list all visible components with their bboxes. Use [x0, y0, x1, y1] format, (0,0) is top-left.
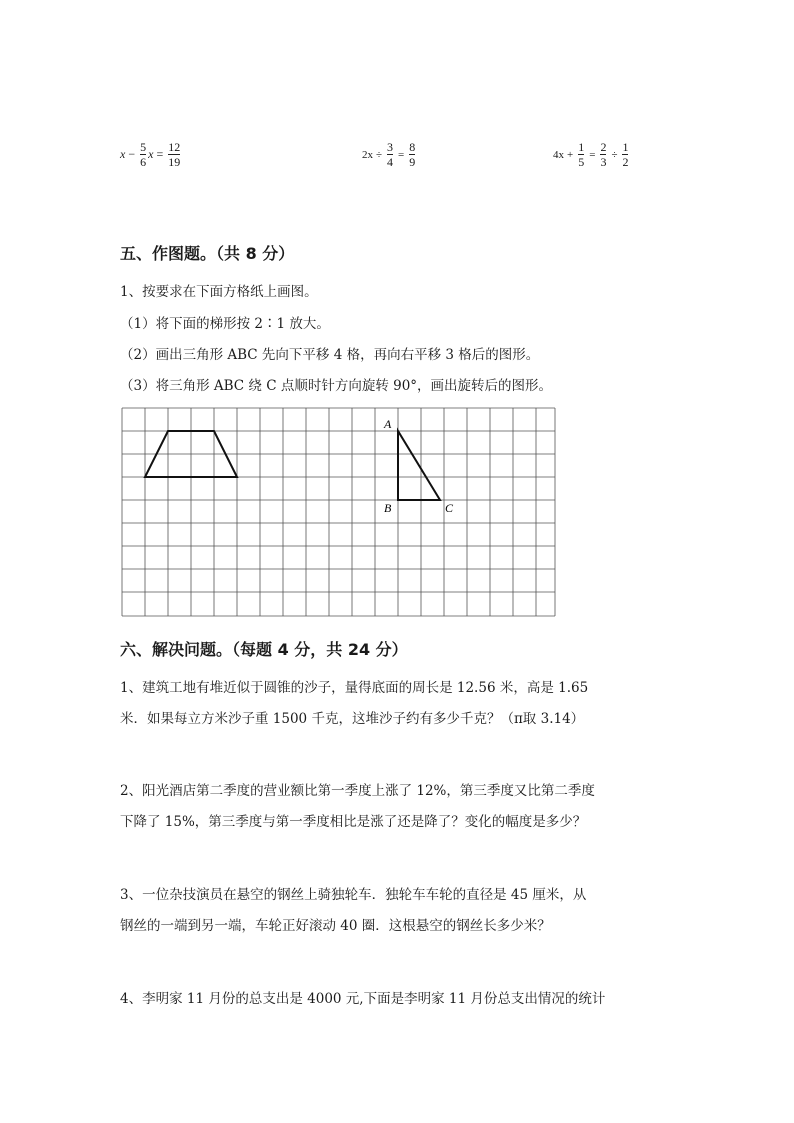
- problem-4-line-1: 4、李明家 11 月份的总支出是 4000 元,下面是李明家 11 月份总支出情况的统计: [120, 991, 606, 1007]
- eq3-equals: =: [589, 148, 596, 161]
- eq3-result1: [600, 140, 606, 169]
- eq3-lead: 4x: [553, 148, 564, 161]
- section-5-step-1: （1）将下面的梯形按 2∶1 放大。: [120, 316, 330, 332]
- grid-lines: [122, 408, 555, 616]
- eq1-var: x: [120, 147, 126, 161]
- eq2-rden: 9: [409, 155, 416, 169]
- section-5-step-2: （2）画出三角形 ABC 先向下平移 4 格，再向右平移 3 格后的图形。: [120, 347, 540, 363]
- eq3-rnum2: 1: [622, 140, 629, 154]
- problem-3-line-1: 3、一位杂技演员在悬空的钢丝上骑独轮车．独轮车车轮的直径是 45 厘米，从: [120, 887, 587, 903]
- eq2-rnum: 8: [409, 140, 416, 154]
- section-5-title: 五、作图题。（共 8 分）: [120, 244, 295, 263]
- eq1-equals: =: [156, 147, 164, 161]
- vertex-label-c: C: [445, 501, 454, 515]
- eq3-result2: [622, 140, 628, 169]
- eq1-rden: 19: [168, 155, 181, 169]
- problem-2-line-2: 下降了 15%，第三季度与第一季度相比是涨了还是降了？变化的幅度是多少？: [120, 814, 587, 830]
- eq2-lead: 2x: [362, 148, 373, 161]
- eq3-rden2: 2: [622, 155, 629, 169]
- vertex-label-b: B: [384, 501, 392, 515]
- section-5-question-1: 1、按要求在下面方格纸上画图。: [120, 284, 318, 300]
- problem-2-line-1: 2、阳光酒店第二季度的营业额比第一季度上涨了 12%，第三季度又比第二季度: [120, 783, 595, 799]
- eq2-div: ÷: [376, 148, 383, 161]
- eq1-den: 6: [140, 155, 147, 169]
- section-5-step-3: （3）将三角形 ABC 绕 C 点顺时针方向旋转 90°，画出旋转后的图形。: [120, 378, 553, 394]
- eq2-num: 3: [387, 140, 394, 154]
- eq1-result: [168, 140, 180, 169]
- problem-1-line-1: 1、建筑工地有堆近似于圆锥的沙子，量得底面的周长是 12.56 米，高是 1.65: [120, 680, 589, 696]
- eq3-rden1: 3: [600, 155, 607, 169]
- eq1-num: 5: [140, 140, 147, 154]
- eq2-fraction: [387, 140, 393, 169]
- triangle-abc-shape: [398, 431, 440, 500]
- eq1-minus: −: [128, 147, 136, 161]
- eq3-fraction: [578, 140, 584, 169]
- equation-1: [120, 140, 182, 169]
- eq3-den: 5: [578, 155, 585, 169]
- eq1-fraction: [140, 140, 146, 169]
- eq1-var2: x: [148, 147, 154, 161]
- eq2-result: [409, 140, 415, 169]
- eq1-rnum: 12: [168, 140, 181, 154]
- eq2-den: 4: [387, 155, 394, 169]
- vertex-label-a: A: [384, 417, 392, 431]
- eq3-num: 1: [578, 140, 585, 154]
- equation-3: [553, 140, 630, 169]
- eq3-plus: +: [567, 148, 574, 161]
- problem-3-line-2: 钢丝的一端到另一端，车轮正好滚动 40 圈．这根悬空的钢丝长多少米？: [120, 918, 551, 934]
- section-6-title: 六、解决问题。（每题 4 分，共 24 分）: [120, 640, 408, 659]
- problem-1-line-2: 米．如果每立方米沙子重 1500 千克，这堆沙子约有多少千克？（π取 3.14）: [120, 711, 585, 727]
- eq3-div: ÷: [611, 148, 618, 161]
- eq2-equals: =: [398, 148, 405, 161]
- equation-2: [362, 140, 417, 169]
- eq3-rnum1: 2: [600, 140, 607, 154]
- grid-figure: [118, 406, 558, 620]
